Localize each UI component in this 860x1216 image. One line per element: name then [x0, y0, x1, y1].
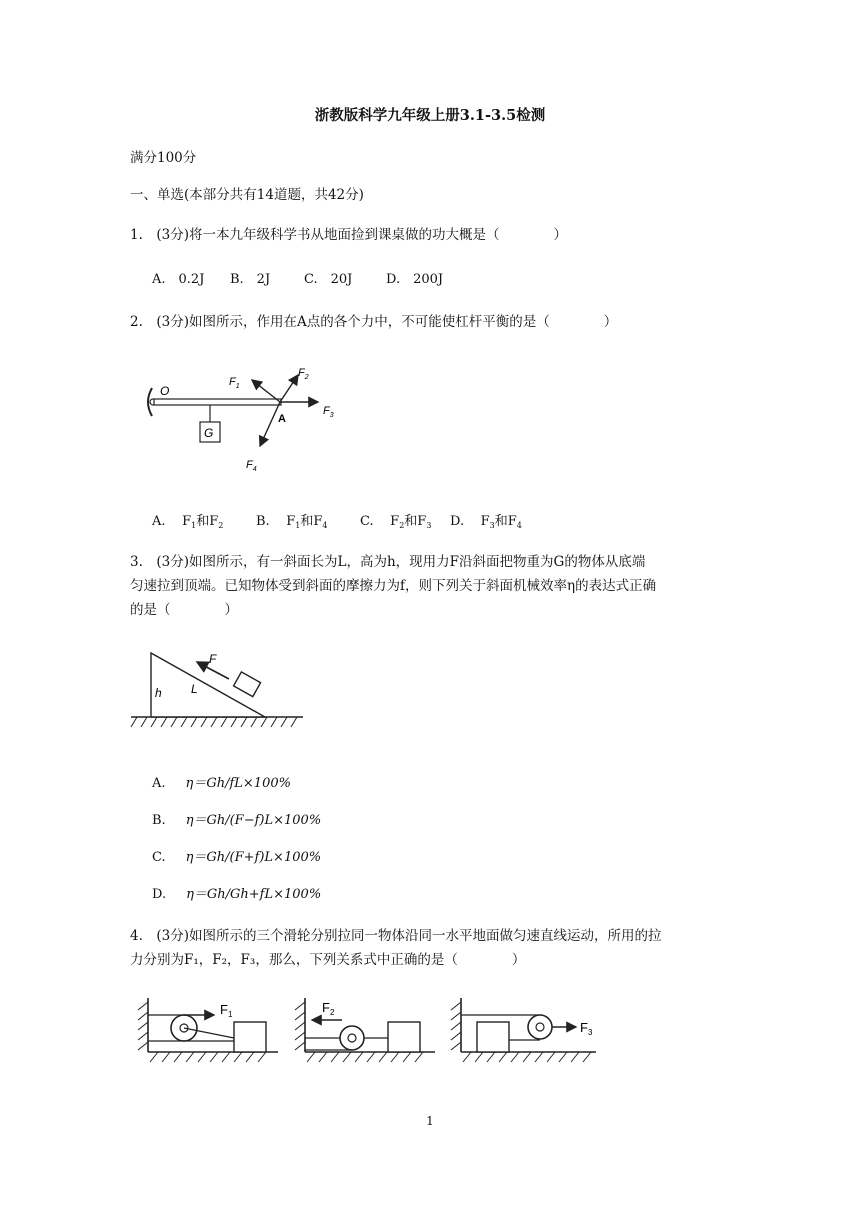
question-4-stem-line1: 4. (3分)如图所示的三个滑轮分别拉同一物体沿同一水平地面做匀速直线运动，所用的拉 — [130, 928, 662, 944]
label-l: L — [191, 682, 198, 696]
pulley-figure — [130, 990, 610, 1070]
question-4-stem-line2: 力分别为F₁，F₂，F₃，那么，下列关系式中正确的是（ ） — [130, 952, 526, 968]
block-1 — [234, 1022, 266, 1052]
page-number: 1 — [426, 1114, 434, 1128]
q2-option-d: D. $F_3$和$F_4$ — [450, 514, 522, 530]
block-on-incline — [234, 672, 261, 697]
section-heading: 一、单选(本部分共有14道题，共42分) — [130, 187, 364, 203]
question-3-stem-line2: 匀速拉到顶端。已知物体受到斜面的摩擦力为f，则下列关于斜面机械效率η的表达式正确 — [130, 578, 657, 594]
q3-option-b: B. η＝Gh/(F−f)L×100% — [152, 813, 322, 828]
full-score: 满分100分 — [130, 150, 197, 166]
label-f: F — [209, 652, 217, 666]
q1-option-d: D. 200J — [386, 272, 444, 287]
question-1-stem: 1. (3分)将一本九年级科学书从地面捡到课桌做的功大概是（ ） — [130, 227, 568, 243]
pulley-diagram-1 — [138, 998, 278, 1062]
q1-option-c: C. 20J — [304, 272, 353, 287]
label-h: h — [155, 686, 162, 700]
ground-hatching — [131, 717, 297, 727]
lever-bar — [154, 399, 281, 405]
q2-option-a: A. $F_1$和$F_2$ — [152, 514, 224, 530]
question-2-stem: 2. (3分)如图所示，作用在A点的各个力中，不可能使杠杆平衡的是（ ） — [130, 314, 618, 330]
q2-option-b: B. $F_1$和$F_4$ — [256, 514, 328, 530]
page-title: 浙教版科学九年级上册3.1-3.5检测 — [314, 107, 546, 124]
block-2 — [388, 1022, 420, 1052]
label-f4: $F_4$ — [246, 459, 257, 473]
q2-option-c: C. $F_2$和$F_3$ — [360, 514, 432, 530]
label-a: A — [278, 413, 286, 425]
question-3-stem-line3: 的是（ ） — [130, 602, 238, 618]
label-o: O — [160, 384, 170, 398]
label-g: G — [204, 426, 214, 440]
label-f2: $F_2$ — [298, 367, 309, 381]
lever-figure — [140, 360, 350, 480]
label-f1: $F_1$ — [229, 376, 240, 390]
q3-option-d: D. η＝Gh/Gh+fL×100% — [152, 887, 322, 902]
incline-figure — [125, 645, 310, 735]
block-3 — [477, 1022, 509, 1052]
q3-option-a: A. η＝Gh/fL×100% — [152, 776, 291, 791]
pulley-diagram-2 — [295, 998, 435, 1062]
label-f2: $F_2$ — [322, 1000, 335, 1017]
question-3-stem-line1: 3. (3分)如图所示，有一斜面长为L，高为h，现用力F沿斜面把物重为G的物体从底端 — [130, 554, 646, 570]
q1-option-b: B. 2J — [230, 272, 271, 287]
label-f1: $F_1$ — [220, 1002, 233, 1019]
q3-option-c: C. η＝Gh/(F+f)L×100% — [152, 850, 322, 865]
force-f2-arrow — [280, 375, 298, 402]
pulley-diagram-3 — [451, 998, 596, 1062]
force-f4-arrow — [260, 402, 280, 446]
label-f3: $F_3$ — [580, 1020, 593, 1037]
label-f3: $F_3$ — [323, 405, 334, 419]
q1-option-a: A. 0.2J — [152, 272, 205, 287]
